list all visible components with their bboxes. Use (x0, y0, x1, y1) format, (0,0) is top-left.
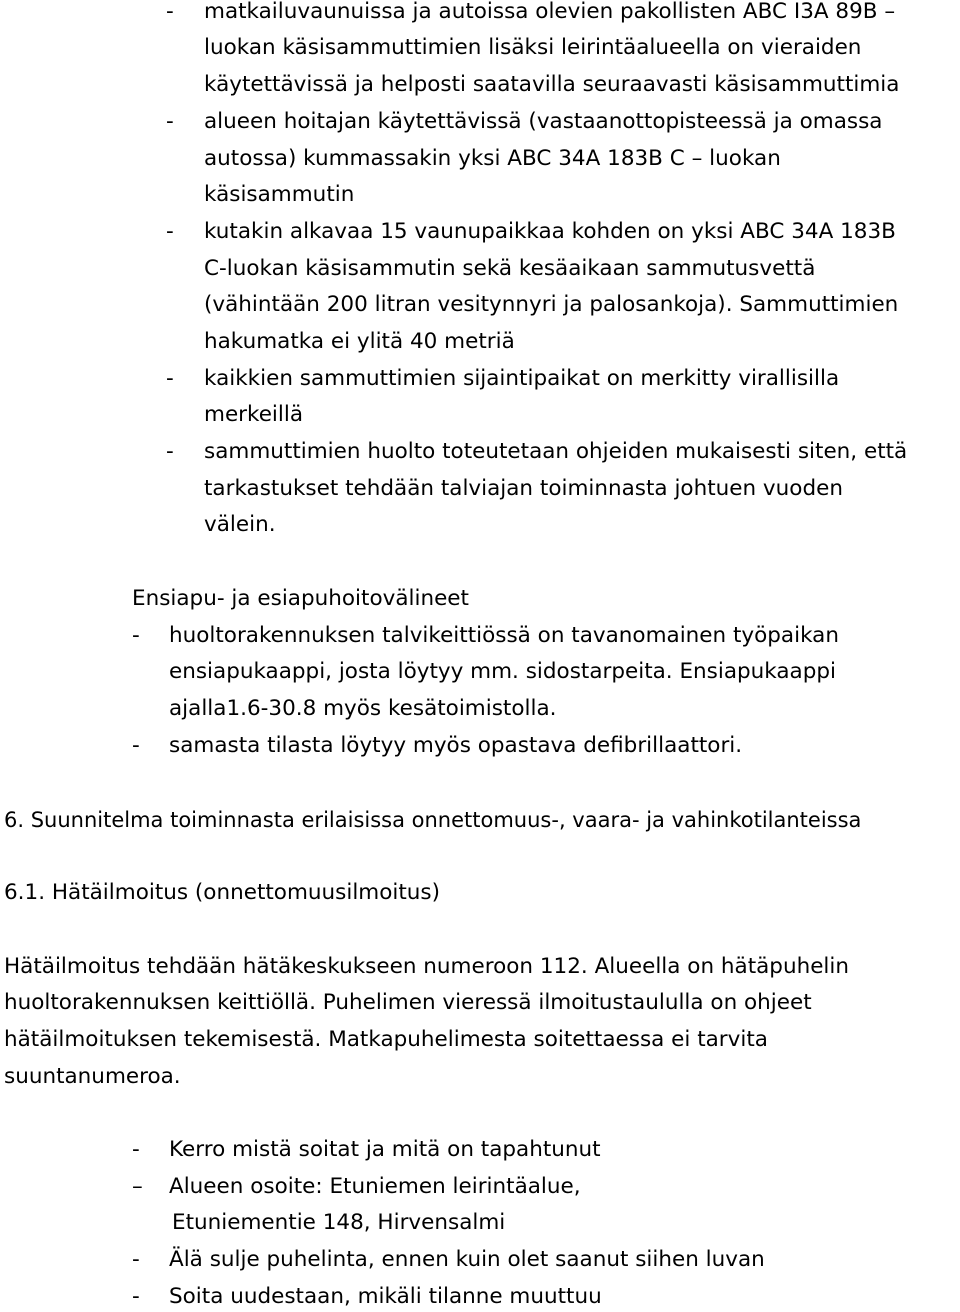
list-item-line: kutakin alkavaa 15 vaunupaikkaa kohden on yksi ABC 34A 183B (204, 219, 896, 244)
list-item-line: C-luokan käsisammutin sekä kesäaikaan sammutusvettä (204, 256, 816, 281)
list-item-line: samasta tilasta löytyy myös opastava defibrillaattori. (169, 733, 743, 758)
list-item-line: luokan käsisammuttimien lisäksi leirintäalueella on vieraiden (204, 35, 862, 60)
list-item-line: Etuniementie 148, Hirvensalmi (172, 1210, 506, 1235)
list-bullet: - (166, 219, 174, 244)
list-item-line: hakumatka ei ylitä 40 metriä (204, 329, 515, 354)
list-bullet: - (166, 0, 174, 24)
list-item-line: autossa) kummassakin yksi ABC 34A 183B C – luokan (204, 146, 781, 171)
list-bullet: - (132, 733, 140, 758)
section-6-heading: 6. Suunnitelma toiminnasta erilaisissa onnettomuus-, vaara- ja vahinkotilanteissa (4, 808, 862, 832)
list-bullet: – (132, 1174, 143, 1199)
list-item-line: Kerro mistä soitat ja mitä on tapahtunut (169, 1137, 601, 1162)
list-bullet: - (132, 1247, 140, 1272)
list-item-line: Alueen osoite: Etuniemen leirintäalue, (169, 1174, 581, 1199)
list-item-line: (vähintään 200 litran vesitynnyri ja palosankoja). Sammuttimien (204, 292, 899, 317)
list-item-line: matkailuvaunuissa ja autoissa olevien pakollisten ABC I3A 89B – (204, 0, 896, 24)
subsection-heading: 6.1. Hätäilmoitus (onnettomuusilmoitus) (4, 880, 441, 905)
paragraph-line: Hätäilmoitus tehdään hätäkeskukseen numeroon 112. Alueella on hätäpuhelin (4, 954, 850, 979)
list-item-line: ajalla1.6-30.8 myös kesätoimistolla. (169, 696, 557, 721)
paragraph-line: hätäilmoituksen tekemisestä. Matkapuhelimesta soitettaessa ei tarvita (4, 1027, 768, 1052)
list-item-line: välein. (204, 512, 276, 537)
paragraph-line: suuntanumeroa. (4, 1064, 181, 1089)
list-item-line: alueen hoitajan käytettävissä (vastaanottopisteessä ja omassa (204, 109, 883, 134)
list-item-line: käsisammutin (204, 182, 355, 207)
list-item-line: Soita uudestaan, mikäli tilanne muuttuu (169, 1284, 602, 1309)
list-item-line: ensiapukaappi, josta löytyy mm. sidostarpeita. Ensiapukaappi (169, 659, 836, 684)
list-item-line: tarkastukset tehdään talviajan toiminnasta johtuen vuoden (204, 476, 843, 501)
list-item-line: huoltorakennuksen talvikeittiössä on tavanomainen työpaikan (169, 623, 839, 648)
list-bullet: - (132, 1137, 140, 1162)
paragraph-line: huoltorakennuksen keittiöllä. Puhelimen vieressä ilmoitustaululla on ohjeet (4, 990, 812, 1015)
list-item-line: kaikkien sammuttimien sijaintipaikat on merkitty virallisilla (204, 366, 840, 391)
list-bullet: - (166, 439, 174, 464)
list-bullet: - (166, 366, 174, 391)
list-bullet: - (166, 109, 174, 134)
section-heading: Ensiapu- ja esiapuhoitovälineet (132, 586, 469, 611)
list-item-line: käytettävissä ja helposti saatavilla seuraavasti käsisammuttimia (204, 72, 900, 97)
list-item-line: Älä sulje puhelinta, ennen kuin olet saanut siihen luvan (169, 1247, 765, 1272)
list-bullet: - (132, 623, 140, 648)
list-item-line: merkeillä (204, 402, 304, 427)
list-bullet: - (132, 1284, 140, 1309)
list-item-line: sammuttimien huolto toteutetaan ohjeiden mukaisesti siten, että (204, 439, 908, 464)
